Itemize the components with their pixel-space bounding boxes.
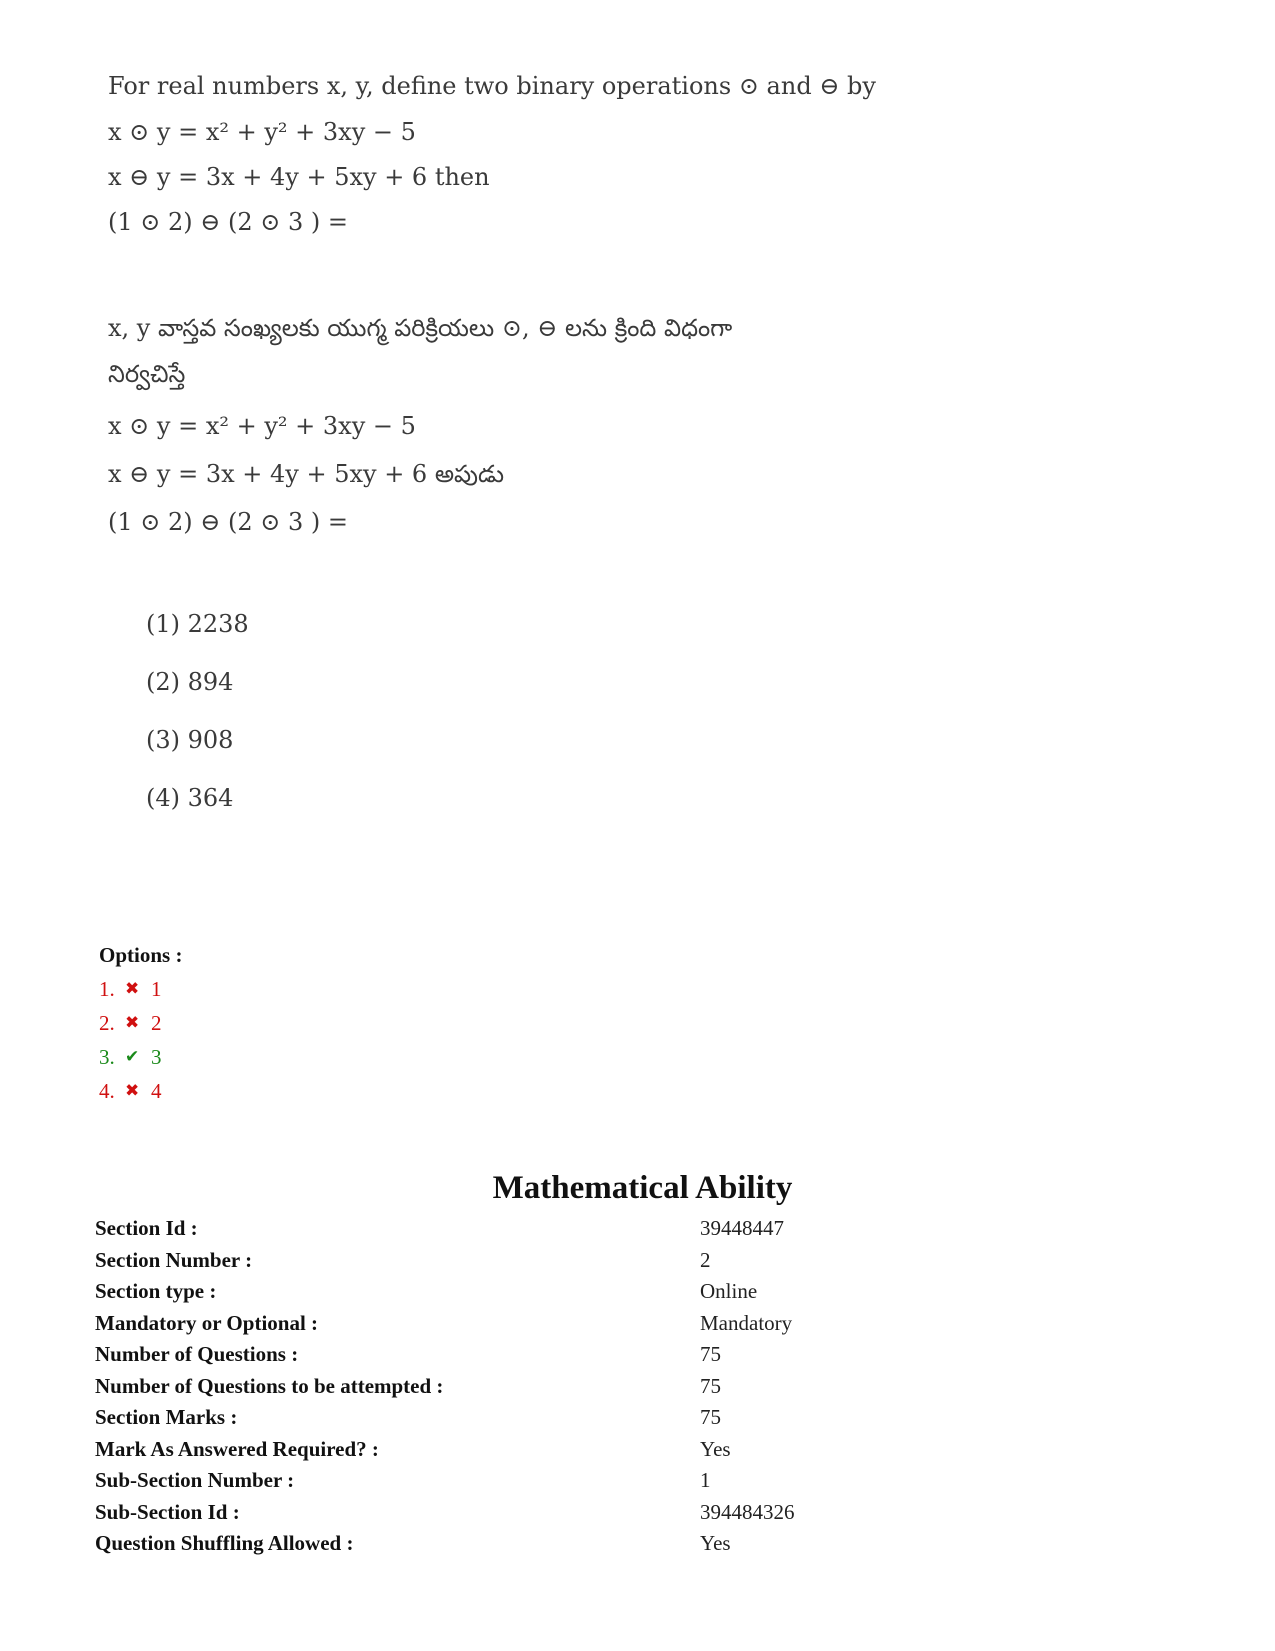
option-number: 3. [99,1045,115,1069]
section-detail-row [95,1339,855,1371]
question-choice-1: (1) 2238 [146,610,249,638]
question-equation-1-telugu: x ⊙ y = x² + y² + 3xy − 5 [108,412,416,440]
cross-icon: ✖ [125,979,140,999]
detail-value: 75 [700,1405,721,1429]
options-list [99,943,182,1108]
option-label: 2 [151,1011,162,1035]
cross-icon: ✖ [125,1013,140,1033]
check-icon: ✔ [125,1047,140,1067]
question-intro-english: For real numbers x, y, define two binary operations ⊙ and ⊖ by [108,72,876,100]
section-title: Mathematical Ability [492,1170,793,1206]
option-number: 2. [99,1011,115,1035]
detail-label: Mandatory or Optional : [95,1310,319,1335]
detail-value: 75 [700,1373,721,1398]
detail-label: Section Marks : [95,1405,238,1429]
question-choice-4: (4) 364 [146,784,234,812]
option-item [99,1074,182,1108]
detail-label: Number of Questions : [95,1342,299,1366]
detail-value: Yes [700,1531,731,1555]
section-detail-row [95,1371,855,1403]
question-equation-2-telugu: x ⊖ y = 3x + 4y + 5xy + 6 అపుడు [108,460,505,488]
option-label: 4 [151,1079,162,1103]
detail-label: Number of Questions to be attempted : [95,1373,444,1398]
section-detail-row [95,1528,855,1560]
section-detail-row [95,1245,855,1277]
section-detail-row [95,1497,855,1529]
section-detail-row [95,1213,855,1245]
section-detail-row [95,1308,855,1340]
detail-label: Question Shuffling Allowed : [95,1531,354,1555]
detail-value: Mandatory [700,1310,793,1335]
question-intro-telugu-line1: x, y వాస్తవ సంఖ్యలకు యుగ్మ పరిక్రియలు ⊙, ⊖ లను క్రింది విధంగా [108,314,733,342]
detail-label: Mark As Answered Required? : [95,1436,379,1461]
detail-value: Yes [700,1436,731,1461]
question-expression-english: (1 ⊙ 2) ⊖ (2 ⊙ 3 ) = [108,208,348,236]
detail-label: Section Id : [95,1216,198,1240]
section-detail-row [95,1434,855,1466]
option-label: 3 [151,1045,162,1069]
options-title: Options : [99,943,183,967]
option-item-correct [99,1040,182,1074]
option-item [99,972,182,1006]
question-expression-telugu: (1 ⊙ 2) ⊖ (2 ⊙ 3 ) = [108,508,348,536]
detail-value: Online [700,1279,758,1303]
detail-label: Sub-Section Id : [95,1499,240,1524]
detail-label: Section type : [95,1279,217,1303]
detail-value: 1 [700,1468,711,1492]
section-detail-row [95,1465,855,1497]
detail-value: 39448447 [700,1216,784,1240]
question-choice-3: (3) 908 [146,726,234,754]
detail-label: Section Number : [95,1247,253,1272]
option-number: 4. [99,1079,115,1103]
option-number: 1. [99,977,115,1001]
detail-label: Sub-Section Number : [95,1468,295,1492]
question-equation-2-english: x ⊖ y = 3x + 4y + 5xy + 6 then [108,163,490,191]
option-label: 1 [151,977,162,1001]
section-details [95,1213,855,1560]
detail-value: 394484326 [700,1499,795,1524]
cross-icon: ✖ [125,1081,140,1101]
option-item [99,1006,182,1040]
question-choice-2: (2) 894 [146,668,234,696]
question-equation-1-english: x ⊙ y = x² + y² + 3xy − 5 [108,118,416,146]
section-detail-row [95,1402,855,1434]
detail-value: 2 [700,1247,711,1272]
question-intro-telugu-line2: నిర్వచిస్తే [108,360,186,388]
detail-value: 75 [700,1342,721,1366]
section-detail-row [95,1276,855,1308]
